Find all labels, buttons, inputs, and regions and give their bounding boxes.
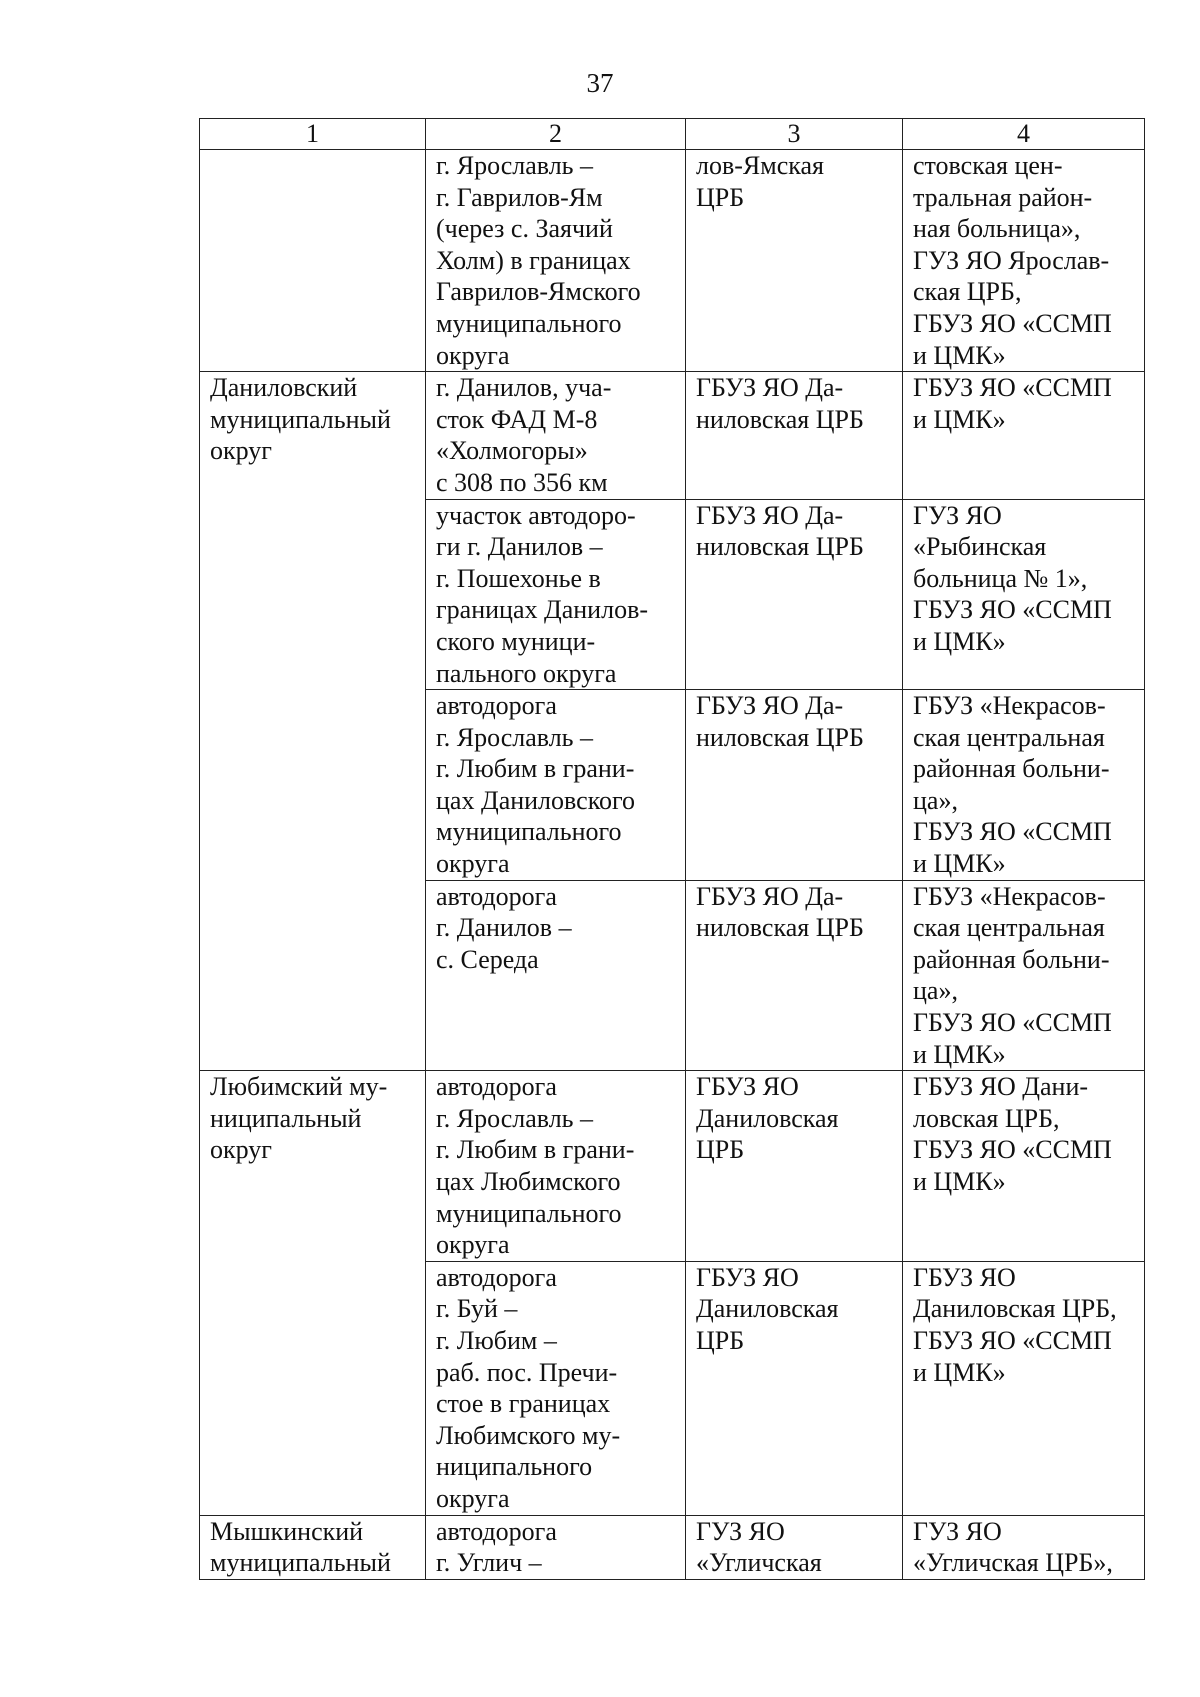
page-number: 37 <box>586 68 614 98</box>
primary-facility-cell: ГБУЗ ЯО Да- ниловская ЦРБ <box>686 499 903 690</box>
route-cell: автодорога г. Буй – г. Любим – раб. пос. Пречи- стое в границах Любимского му- ниципального округа <box>426 1261 686 1515</box>
table-row <box>200 372 1145 499</box>
backup-facility-cell: ГБУЗ «Некрасов- ская центральная районная больни- ца», ГБУЗ ЯО «ССМП и ЦМК» <box>903 880 1145 1071</box>
backup-facility-cell: стовская цен- тральная район- ная больница», ГУЗ ЯО Ярослав- ская ЦРБ, ГБУЗ ЯО «ССМП и ЦМК» <box>903 150 1145 372</box>
backup-facility-cell: ГУЗ ЯО «Рыбинская больница № 1», ГБУЗ ЯО «ССМП и ЦМК» <box>903 499 1145 690</box>
district-cell: Любимский му- ниципальный округ <box>200 1071 426 1516</box>
routes-table <box>199 118 1145 1580</box>
backup-facility-cell: ГУЗ ЯО «Угличская ЦРБ», <box>903 1515 1145 1579</box>
primary-facility-cell: ГБУЗ ЯО Даниловская ЦРБ <box>686 1261 903 1515</box>
route-cell: г. Ярославль – г. Гаврилов-Ям (через с. Заячий Холм) в границах Гаврилов-Ямского муниципального округа <box>426 150 686 372</box>
column-header: 1 <box>200 119 426 150</box>
primary-facility-cell: ГБУЗ ЯО Да- ниловская ЦРБ <box>686 880 903 1071</box>
primary-facility-cell: ГБУЗ ЯО Да- ниловская ЦРБ <box>686 372 903 499</box>
column-header: 3 <box>686 119 903 150</box>
primary-facility-cell: ГБУЗ ЯО Даниловская ЦРБ <box>686 1071 903 1262</box>
primary-facility-cell: лов-Ямская ЦРБ <box>686 150 903 372</box>
column-header: 2 <box>426 119 686 150</box>
primary-facility-cell: ГБУЗ ЯО Да- ниловская ЦРБ <box>686 690 903 881</box>
backup-facility-cell: ГБУЗ «Некрасов- ская центральная районная больни- ца», ГБУЗ ЯО «ССМП и ЦМК» <box>903 690 1145 881</box>
route-cell: г. Данилов, уча- сток ФАД М-8 «Холмогоры» с 308 по 356 км <box>426 372 686 499</box>
table-row <box>200 1071 1145 1262</box>
route-cell: автодорога г. Данилов – с. Середа <box>426 880 686 1071</box>
backup-facility-cell: ГБУЗ ЯО Дани- ловская ЦРБ, ГБУЗ ЯО «ССМП и ЦМК» <box>903 1071 1145 1262</box>
route-cell: участок автодоро- ги г. Данилов – г. Пошехонье в границах Данилов- ского муници- пального округа <box>426 499 686 690</box>
table-row <box>200 150 1145 372</box>
route-cell: автодорога г. Ярославль – г. Любим в грани- цах Любимского муниципального округа <box>426 1071 686 1262</box>
district-cell: Даниловский муниципальный округ <box>200 372 426 1071</box>
backup-facility-cell: ГБУЗ ЯО «ССМП и ЦМК» <box>903 372 1145 499</box>
table-row <box>200 1515 1145 1579</box>
backup-facility-cell: ГБУЗ ЯО Даниловская ЦРБ, ГБУЗ ЯО «ССМП и ЦМК» <box>903 1261 1145 1515</box>
district-cell: Мышкинский муниципальный <box>200 1515 426 1579</box>
column-header: 4 <box>903 119 1145 150</box>
district-cell <box>200 150 426 372</box>
primary-facility-cell: ГУЗ ЯО «Угличская <box>686 1515 903 1579</box>
route-cell: автодорога г. Углич – <box>426 1515 686 1579</box>
route-cell: автодорога г. Ярославль – г. Любим в грани- цах Даниловского муниципального округа <box>426 690 686 881</box>
table-header-row <box>200 119 1145 150</box>
